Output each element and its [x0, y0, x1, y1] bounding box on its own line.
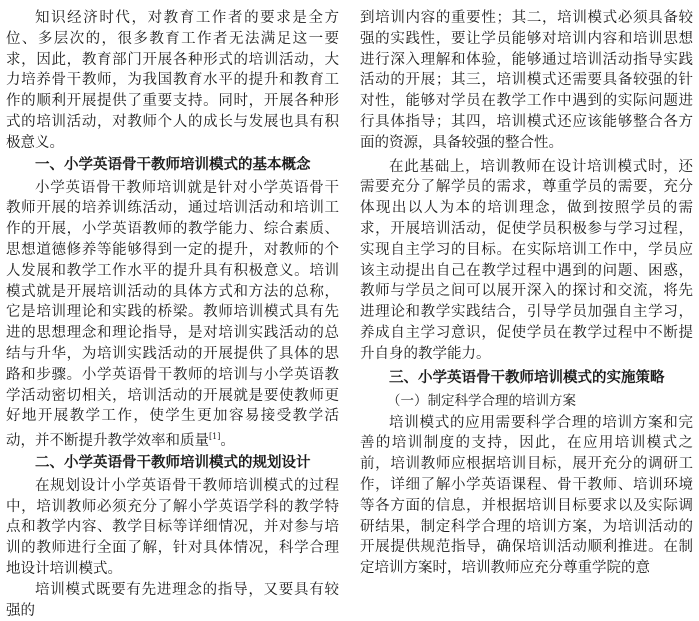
paragraph: 在规划设计小学英语骨干教师培训模式的过程中，培训教师必须充分了解小学英语学科的教学特点和教学内容、教学目标等详细情况，并对参与培训的教师进行全面了解，针对具体情况，科学合理地设计培训模式。 — [6, 477, 339, 577]
paragraph: 培训模式既要有先进理念的指导，又要具有较强的 — [6, 581, 339, 619]
section-heading-3: 三、小学英语骨干教师培训模式的实施策略 — [389, 369, 665, 386]
left-column — [6, 8, 339, 621]
section-heading-2: 二、小学英语骨干教师培训模式的规划设计 — [35, 454, 311, 471]
paragraph: 在此基础上，培训教师在设计培训模式时，还需要充分了解学员的需求，尊重学员的需要，充分体现出以人为本的培训理念，做到按照学员的需求，开展培训活动，促使学员积极参与学习过程，实现自主学习的目标。在实际培训工作中，学员应该主动提出自己在教学过程中遇到的问题、困惑，教师与学员之间可以展开深入的探讨和交流，将先进理论和教学实践结合，引导学员加强自主学习，养成自主学习意识，促使学员在教学过程中不断提升自身的教学能力。 — [360, 158, 693, 362]
citation-ref: [1] — [209, 432, 221, 442]
section-heading-1: 一、小学英语骨干教师培训模式的基本概念 — [35, 156, 311, 173]
paragraph-end: 。 — [220, 432, 235, 449]
right-column — [360, 8, 693, 579]
paragraph: 培训模式的应用需要科学合理的培训方案和完善的培训制度的支持，因此，在应用培训模式之前，培训教师应根据培训目标，展开充分的调研工作，详细了解小学英语课程、骨干教师、培训环境等各方面的信息，并根据培训目标要求以及实际调研结果，制定科学合理的培训方案，为培训活动的开展提供规范指导，确保培训活动顺利推进。在制定培训方案时，培训教师应充分尊重学院的意 — [360, 414, 693, 577]
paragraph: 到培训内容的重要性；其二，培训模式必须具备较强的实践性，要让学员能够对培训内容和培训思想进行深入理解和体验，能够通过培训活动指导实践活动的开展；其三，培训模式还需要具备较强的针对性，能够对学员在教学工作中遇到的实际问题进行具体指导；其四，培训模式还应该能够整合各方面的资源，具备较强的整合性。 — [360, 10, 693, 151]
subsection-heading-1: （一）制定科学合理的培训方案 — [387, 392, 576, 409]
paragraph: 知识经济时代，对教育工作者的要求是全方位、多层次的，很多教育工作者无法满足这一要求，因此，教育部门开展各种形式的培训活动，大力培养骨干教师，为我国教育水平的提升和教育工作的顺利开展提供了重要支持。同时，开展各种形式的培训活动，对教师个人的成长与发展也具有积极意义。 — [6, 10, 339, 151]
paragraph-text: 小学英语骨干教师培训就是针对小学英语骨干教师开展的培养训练活动，通过培训活动和培训工作的开展，小学英语教师的教学能力、综合素质、思想道德修养等能够得到一定的提升，对教师的个人发展和教学工作水平的提升具有积极意义。培训模式就是开展培训活动的具体方式和方法的总称，它是培训理论和实践的桥梁。教师培训模式具有先进的思想理念和理论指导，是对培训实践活动的总结与升华，为培训实践活动的开展提供了具体的思路和步骤。小学英语骨干教师的培训与小学英语教学活动密切相关，培训活动的开展就是要使教师更好地开展教学工作，使学生更加容易接受教学活动，并不断提升教学效率和质量 — [6, 179, 339, 449]
paragraph — [6, 178, 339, 452]
